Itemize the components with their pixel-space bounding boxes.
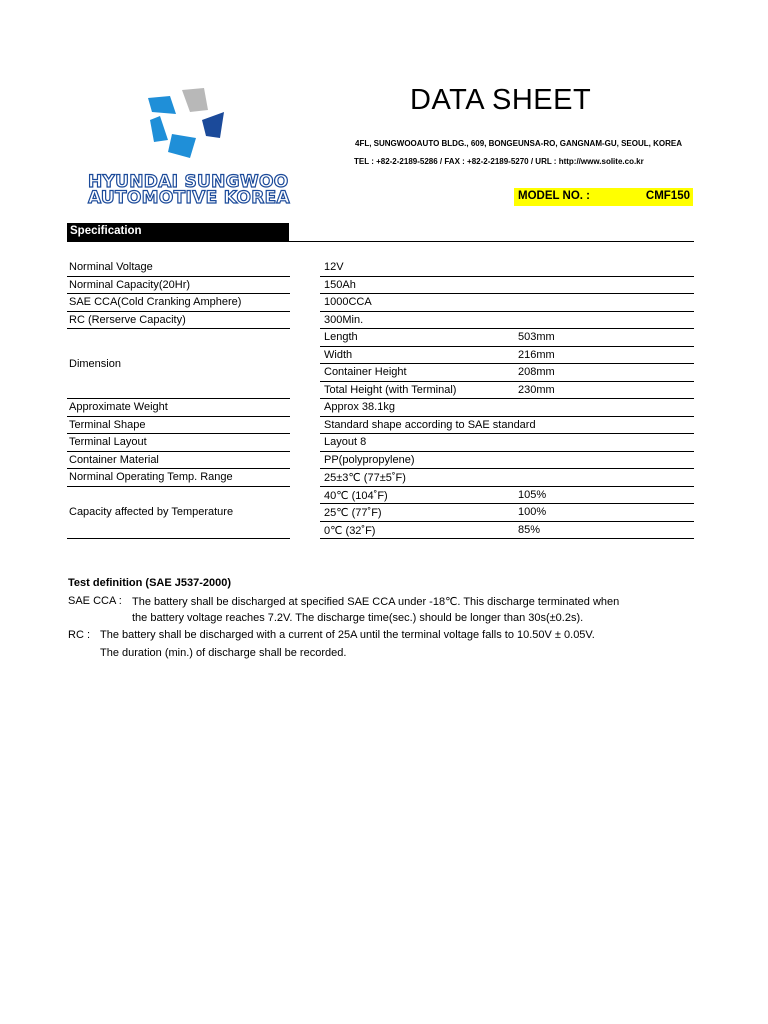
model-number-box [514, 188, 693, 206]
spec-label-cell [67, 294, 290, 312]
spec-label: RC (Rerserve Capacity) [69, 313, 186, 326]
sae-cca-text-line-1: The battery shall be discharged at specified SAE CCA under -18℃. This discharge terminated when [132, 596, 620, 608]
spec-label-cell [67, 259, 290, 277]
spec-value-secondary: 100% [518, 506, 547, 518]
spec-value-cell [320, 329, 694, 399]
spec-row [67, 277, 694, 295]
spec-subrow [320, 312, 694, 330]
spec-label-cell [67, 399, 290, 417]
model-number-label: MODEL NO. : [518, 190, 590, 202]
spec-subrow [320, 329, 694, 347]
spec-subrow [320, 434, 694, 452]
spec-value-secondary: 105% [518, 488, 547, 501]
spec-value-cell [320, 259, 694, 277]
spec-value-cell [320, 417, 694, 435]
spec-value: 40℃ (104˚F) [324, 489, 388, 502]
spec-value: 25℃ (77˚F) [324, 507, 382, 519]
spec-value-cell [320, 312, 694, 330]
spec-label-cell [67, 312, 290, 330]
spec-label-cell [67, 277, 290, 295]
spec-label: Norminal Capacity(20Hr) [69, 278, 191, 291]
spec-label: Capacity affected by Temperature [69, 506, 234, 519]
spec-row [67, 399, 694, 417]
company-address: 4FL, SUNGWOOAUTO BLDG., 609, BONGEUNSA-RO, GANGNAM-GU, SEOUL, KOREA [355, 139, 682, 148]
spec-label-cell [67, 329, 290, 399]
spec-label-cell [67, 452, 290, 470]
spec-subrow [320, 487, 694, 505]
spec-value-cell [320, 294, 694, 312]
company-logo-icon [140, 86, 230, 162]
spec-row [67, 487, 694, 540]
spec-value: Layout 8 [324, 436, 367, 448]
spec-subrow [320, 417, 694, 435]
spec-value: Container Height [324, 366, 407, 378]
specification-header-rule [67, 241, 694, 242]
spec-label-cell [67, 487, 290, 540]
spec-subrow [320, 382, 694, 400]
spec-value-cell [320, 469, 694, 487]
spec-value: 1000CCA [324, 296, 372, 308]
spec-label: Terminal Shape [69, 418, 146, 431]
spec-value-secondary: 85% [518, 523, 541, 536]
spec-row [67, 469, 694, 487]
spec-label: Norminal Voltage [69, 261, 153, 274]
spec-value-cell [320, 452, 694, 470]
spec-label: Container Material [69, 453, 159, 466]
spec-value-secondary: 503mm [518, 331, 555, 343]
spec-value: 0℃ (32˚F) [324, 524, 376, 537]
spec-label: Terminal Layout [69, 436, 147, 449]
spec-value: Approx 38.1kg [324, 401, 395, 413]
spec-label: SAE CCA(Cold Cranking Amphere) [69, 296, 242, 309]
spec-value: Width [324, 348, 353, 361]
sae-cca-label: SAE CCA : [68, 595, 122, 607]
specification-header [67, 223, 289, 241]
spec-subrow [320, 504, 694, 522]
spec-subrow [320, 347, 694, 365]
spec-subrow [320, 469, 694, 487]
spec-row [67, 434, 694, 452]
spec-value: 25±3℃ (77±5˚F) [324, 472, 406, 484]
spec-row [67, 312, 694, 330]
test-definition-title: Test definition (SAE J537-2000) [68, 577, 232, 589]
spec-value-secondary: 216mm [518, 348, 555, 361]
spec-row [67, 452, 694, 470]
spec-label-cell [67, 434, 290, 452]
spec-value-cell [320, 399, 694, 417]
spec-row [67, 294, 694, 312]
spec-subrow [320, 522, 694, 540]
rc-label: RC : [68, 629, 90, 641]
spec-value: 150Ah [324, 278, 356, 291]
spec-label: Approximate Weight [69, 401, 168, 414]
spec-value: Standard shape according to SAE standard [324, 418, 536, 431]
company-name-line-2: AUTOMOTIVE KOREA [88, 188, 290, 208]
spec-label-cell [67, 417, 290, 435]
spec-subrow [320, 277, 694, 295]
spec-value: Total Height (with Terminal) [324, 383, 457, 396]
spec-label: Norminal Operating Temp. Range [69, 471, 233, 484]
model-number-value: CMF150 [645, 190, 690, 202]
spec-value-cell [320, 277, 694, 295]
spec-subrow [320, 294, 694, 312]
spec-subrow [320, 399, 694, 417]
spec-value: 300Min. [324, 313, 364, 326]
sae-cca-text-line-2: the battery voltage reaches 7.2V. The discharge time(sec.) should be longer than 30s(±0.2s). [132, 612, 584, 624]
company-contact: TEL : +82-2-2189-5286 / FAX : +82-2-2189-5270 / URL : http://www.solite.co.kr [354, 157, 644, 166]
spec-row [67, 417, 694, 435]
spec-subrow [320, 364, 694, 382]
spec-row [67, 259, 694, 277]
spec-row [67, 329, 694, 399]
spec-value-secondary: 230mm [518, 383, 555, 396]
spec-value: Length [324, 331, 358, 343]
rc-text-line-2: The duration (min.) of discharge shall be recorded. [100, 647, 347, 659]
spec-value-secondary: 208mm [518, 366, 555, 378]
spec-value: 12V [324, 261, 344, 273]
specification-header-label: Specification [70, 225, 142, 237]
company-name-line-1: HYUNDAI SUNGWOO [88, 172, 289, 192]
spec-value-cell [320, 487, 694, 540]
page-title: DATA SHEET [410, 84, 592, 116]
spec-label-cell [67, 469, 290, 487]
spec-value: PP(polypropylene) [324, 453, 415, 466]
spec-value-cell [320, 434, 694, 452]
rc-text-line-1: The battery shall be discharged with a current of 25A until the terminal voltage falls to 10.50V ± 0.05V. [100, 629, 595, 641]
spec-subrow [320, 259, 694, 277]
spec-label: Dimension [69, 357, 121, 370]
spec-subrow [320, 452, 694, 470]
